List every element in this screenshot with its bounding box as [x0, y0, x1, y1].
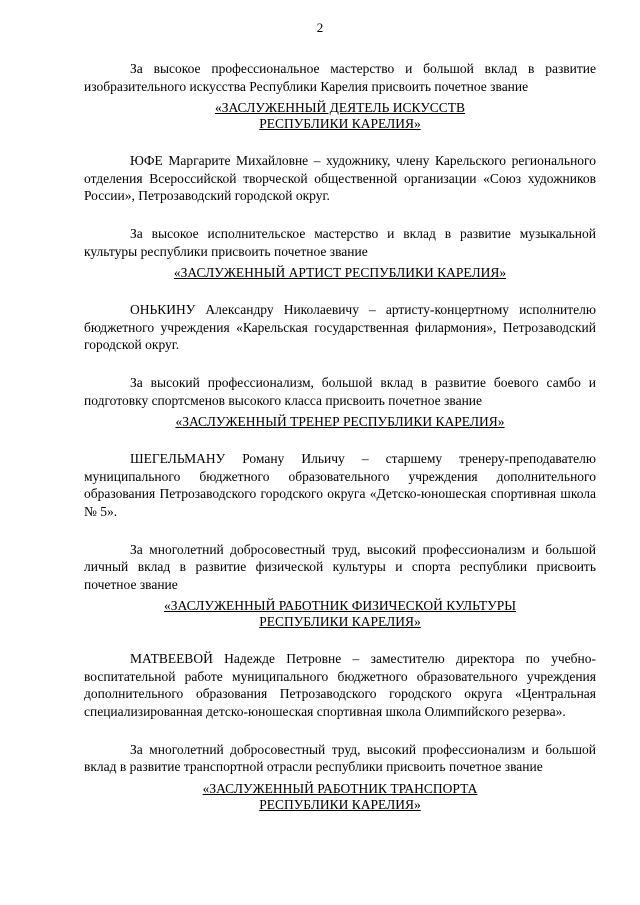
- award-title-line: «ЗАСЛУЖЕННЫЙ РАБОТНИК ФИЗИЧЕСКОЙ КУЛЬТУРЫ: [163, 598, 516, 614]
- document-body: [84, 60, 596, 813]
- award-title-line: «ЗАСЛУЖЕННЫЙ ДЕЯТЕЛЬ ИСКУССТВ: [214, 100, 466, 116]
- award-intro: За высокий профессионализм, большой вклад в развитие боевого самбо и подготовку спортсменов высокого класса присвоить почетное звание: [84, 374, 596, 408]
- award-recipient: МАТВЕЕВОЙ Надежде Петровне – заместителю директора по учебно-воспитательной работе муниципального бюджетного образовательного учреждения дополнительного образования Петрозаводского городского округа «Центральная специализированная детско-юношеская спортивная школа Олимпийского резерва».: [84, 651, 596, 720]
- award-intro: За высокое профессиональное мастерство и большой вклад в развитие изобразительного искусства Республики Карелия присвоить почетное звание: [84, 61, 596, 94]
- award-title: [84, 414, 596, 430]
- award-title-line: «ЗАСЛУЖЕННЫЙ РАБОТНИК ТРАНСПОРТА: [202, 780, 478, 796]
- award-title-line: «ЗАСЛУЖЕННЫЙ АРТИСТ РЕСПУБЛИКИ КАРЕЛИЯ»: [173, 265, 507, 281]
- award-title-line: РЕСПУБЛИКИ КАРЕЛИЯ»: [259, 796, 421, 812]
- award-recipient: ШЕГЕЛЬМАНУ Роману Ильичу – старшему тренеру-преподавателю муниципального бюджетного образовательного учреждения дополнительного образования Петрозаводского городского округа «Детско-юношеская спортивная школа № 5».: [84, 451, 596, 519]
- award-intro: За высокое исполнительское мастерство и вклад в развитие музыкальной культуры республики присвоить почетное звание: [84, 225, 596, 259]
- award-title-line: РЕСПУБЛИКИ КАРЕЛИЯ»: [259, 614, 421, 630]
- award-title: [84, 781, 596, 813]
- award-title-line: РЕСПУБЛИКИ КАРЕЛИЯ»: [259, 116, 421, 132]
- award-title-line: «ЗАСЛУЖЕННЫЙ ТРЕНЕР РЕСПУБЛИКИ КАРЕЛИЯ»: [175, 414, 505, 430]
- award-recipient: ЮФЕ Маргарите Михайловне – художнику, члену Карельского регионального отделения Всероссийской творческой общественной организации «Союз художников России», Петрозаводский городской округ.: [84, 153, 596, 204]
- award-intro: За многолетний добросовестный труд, высокий профессионализм и большой личный вклад в развитие физической культуры и спорта республики присвоить почетное звание: [84, 541, 596, 592]
- award-title: [84, 598, 596, 630]
- award-title: [84, 100, 596, 132]
- award-title: [84, 265, 596, 281]
- award-intro: За многолетний добросовестный труд, высокий профессионализм и большой вклад в развитие транспортной отрасли республики присвоить почетное звание: [84, 741, 596, 775]
- page-number: 2: [316, 20, 324, 35]
- award-recipient: ОНЬКИНУ Александру Николаевичу – артисту-концертному исполнителю бюджетного учреждения «Карельская государственная филармония», Петрозаводский городской округ.: [84, 302, 596, 353]
